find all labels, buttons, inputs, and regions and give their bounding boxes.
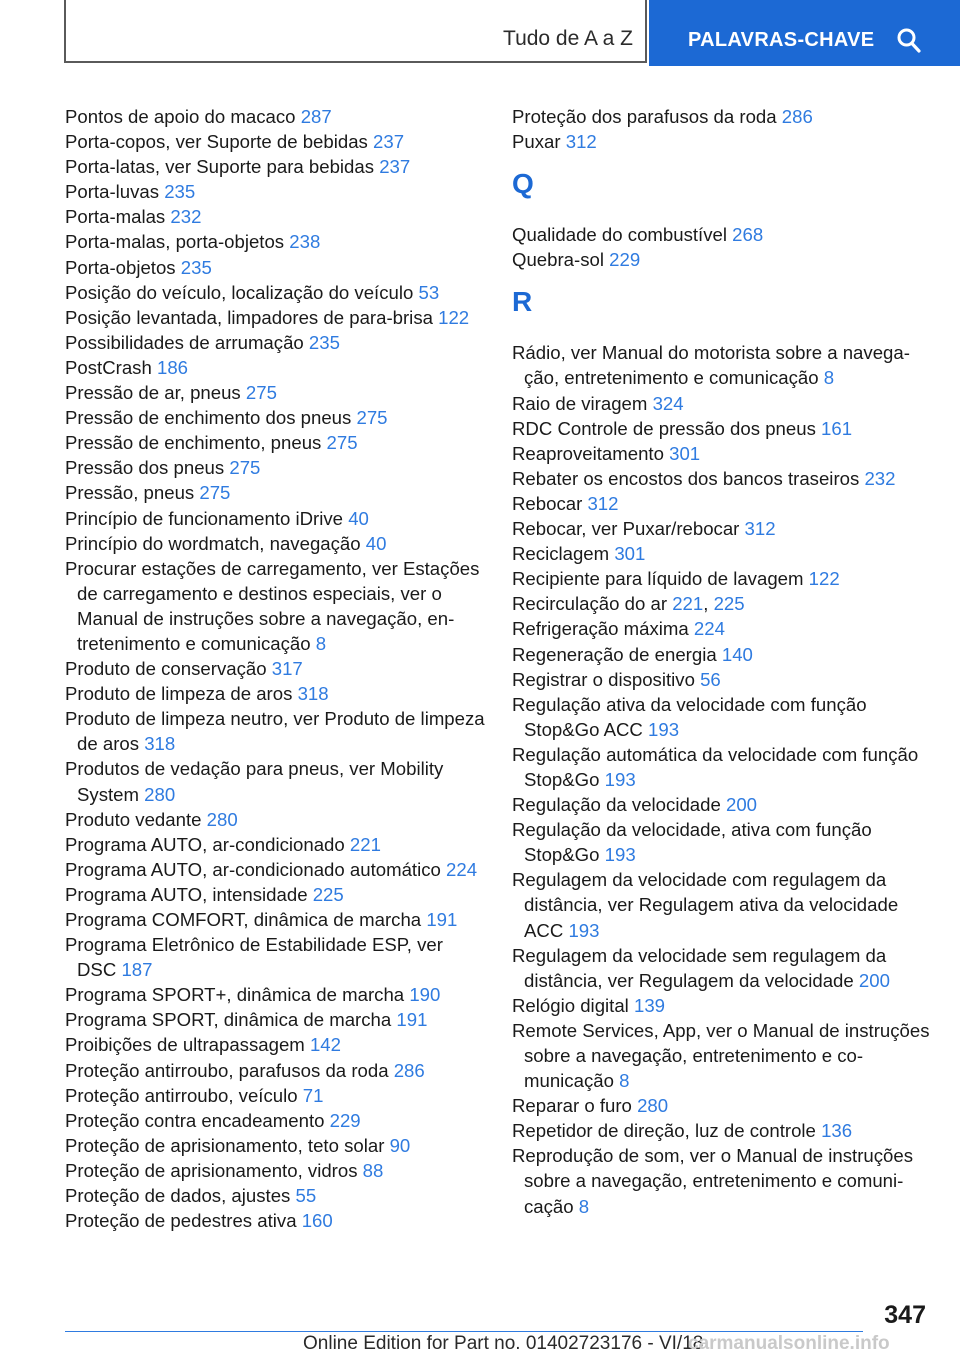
page-link[interactable]: 224 (693, 618, 725, 640)
index-entry-text: Porta-latas, ver Suporte para bebidas (65, 156, 375, 178)
page-link[interactable]: 232 (864, 467, 896, 489)
page-link[interactable]: 312 (565, 131, 597, 153)
index-entry-text: Rebater os encostos dos bancos traseiros (512, 467, 860, 489)
index-entry (65, 330, 485, 355)
index-entry-text: Porta-objetos (65, 256, 176, 278)
index-entry-text: Recirculação do ar (512, 593, 668, 615)
page-number: 347 (884, 1301, 926, 1329)
index-entry (512, 466, 937, 491)
index-entry-text: Registrar o dispositivo (512, 668, 695, 690)
page-link[interactable]: 8 (578, 1195, 590, 1217)
page-link[interactable]: 8 (315, 632, 327, 654)
index-entry (65, 380, 485, 405)
index-entry-text: Programa AUTO, ar-condicionado automático (65, 858, 441, 880)
index-entry (65, 706, 485, 756)
page-link[interactable]: 8 (619, 1070, 630, 1092)
index-entry-text: Posição levantada, limpadores de para-brisa (65, 306, 433, 328)
index-entry (512, 441, 937, 466)
page-link[interactable]: 190 (409, 984, 441, 1006)
index-entry-text: Programa AUTO, intensidade (65, 883, 308, 905)
watermark: carmanualsonline.info (688, 1333, 890, 1354)
index-entry (65, 681, 485, 706)
page-link[interactable]: 136 (821, 1120, 853, 1142)
index-entry-text: Reciclagem (512, 543, 610, 565)
index-entry-text: Programa COMFORT, dinâmica de marcha (65, 909, 422, 930)
index-entry-text: Porta-malas (65, 206, 166, 228)
index-entry (65, 656, 485, 681)
index-entry-text: Programa AUTO, ar-condicionado (65, 833, 345, 855)
page-link[interactable]: 193 (648, 718, 680, 740)
index-entry-text: Rádio, ver Manual do motorista sobre a navegação, entretenimento e comunicação (512, 342, 910, 389)
index-entry-text: Regulação ativa da velocidade com função Stop&Go ACC (512, 693, 867, 740)
page-link[interactable]: 122 (438, 306, 470, 328)
page-link[interactable]: 191 (396, 1009, 428, 1031)
index-entry (512, 391, 937, 416)
page-link[interactable]: 122 (808, 568, 840, 590)
page-link[interactable]: 221 (672, 593, 704, 615)
index-entry-text: Proteção antirroubo, parafusos da roda (65, 1059, 389, 1081)
page-link[interactable]: 139 (633, 994, 666, 1016)
page-link[interactable]: 280 (206, 808, 238, 830)
index-entry-text: Pressão de enchimento dos pneus (65, 407, 352, 429)
index-entry-text: Proteção contra encadeamento (65, 1109, 325, 1131)
index-entry-text: Raio de viragem (512, 392, 648, 414)
index-entry (65, 1208, 485, 1233)
page-link[interactable]: 200 (726, 794, 758, 816)
index-entry (65, 430, 485, 455)
footer-divider (65, 1331, 863, 1332)
index-entry (512, 817, 937, 867)
index-entry (65, 857, 485, 882)
index-entry-text: Repetidor de direção, luz de controle (512, 1120, 816, 1142)
index-entry (512, 222, 937, 247)
index-entry-text: Regulação da velocidade (512, 794, 721, 816)
page-link[interactable]: 8 (823, 367, 835, 389)
page-link[interactable]: 237 (373, 131, 405, 153)
index-entry-text: Possibilidades de arrumação (65, 331, 304, 353)
page-link[interactable]: 88 (362, 1159, 384, 1181)
search-icon[interactable] (896, 27, 922, 55)
page-link[interactable]: 53 (418, 281, 440, 303)
index-entry-text: Regulação automática da velocidade com função Stop&Go (512, 743, 919, 790)
index-entry (65, 405, 485, 430)
index-entry (65, 982, 485, 1007)
page-link[interactable]: 237 (379, 156, 411, 178)
index-entry (512, 516, 937, 541)
index-entry (512, 642, 937, 667)
index-entry (65, 480, 485, 505)
page-link[interactable]: 268 (732, 224, 764, 246)
index-entry-text: Porta-malas, porta-objetos (65, 231, 285, 253)
index-entry (65, 1007, 485, 1032)
tab-keywords[interactable] (649, 0, 960, 66)
index-entry-text: Reparar o furo (512, 1095, 632, 1117)
index-entry (512, 943, 937, 993)
page-link[interactable]: 235 (164, 181, 196, 203)
index-entry (65, 932, 485, 982)
index-entry-text: Rebocar, ver Puxar/rebocar (512, 518, 740, 540)
index-entry (512, 104, 937, 129)
page-link[interactable]: 193 (568, 919, 600, 941)
index-entry-text: Puxar (512, 131, 561, 153)
index-entry (512, 340, 937, 390)
index-entry-text: Porta-copos, ver Suporte de bebidas (65, 131, 368, 153)
index-entry-text: Proteção de pedestres ativa (65, 1210, 297, 1232)
index-entry (65, 280, 485, 305)
index-entry (512, 541, 937, 566)
page-link[interactable]: 55 (295, 1185, 317, 1207)
page-link[interactable]: 229 (329, 1109, 361, 1131)
index-entry (65, 255, 485, 280)
index-entry-text: Remote Services, App, ver o Manual de instruções sobre a navegação, entretenimento e comunicação (512, 1019, 930, 1092)
index-entry-text: Programa Eletrônico de Estabilidade ESP, ver DSC (65, 934, 443, 981)
index-entry (512, 129, 937, 154)
index-entry (512, 867, 937, 942)
index-entry (65, 531, 485, 556)
index-entry (65, 104, 485, 129)
index-entry (512, 616, 937, 641)
index-entry (512, 1143, 937, 1218)
index-entry-text: Produto vedante (65, 808, 202, 830)
index-entry-text: Princípio do wordmatch, navegação (65, 532, 361, 554)
page-link[interactable]: 191 (426, 909, 458, 930)
page-link[interactable]: 186 (156, 356, 189, 378)
edition-note: Online Edition for Part no. 01402723176 - VI/18 (303, 1333, 704, 1354)
index-entry: Recirculação do ar 221, 225 (512, 593, 745, 615)
page-link[interactable]: 40 (348, 507, 369, 529)
index-entry (65, 305, 485, 330)
page-link[interactable]: 275 (245, 382, 277, 404)
index-entry-text: PostCrash (65, 356, 152, 378)
index-entry (512, 692, 937, 742)
page-link[interactable]: 287 (300, 106, 332, 127)
index-entry (65, 1133, 485, 1158)
page-link[interactable]: 200 (858, 969, 890, 991)
page-link[interactable]: 187 (121, 959, 153, 981)
page-link[interactable]: 235 (180, 256, 212, 278)
page-link[interactable]: 275 (199, 482, 231, 504)
index-entry-text: Programa SPORT, dinâmica de marcha (65, 1009, 392, 1031)
index-entry-text: Regulação da velocidade, ativa com função Stop&Go (512, 819, 872, 866)
page-link[interactable]: 193 (604, 844, 636, 866)
index-column-right (512, 104, 937, 1219)
tab-a-to-z-label: Tudo de A a Z (503, 27, 633, 50)
section-letter: R (512, 286, 533, 318)
index-entry-text: Posição do veículo, localização do veículo (65, 281, 414, 303)
page-link[interactable]: 318 (144, 733, 176, 755)
index-entry (512, 491, 937, 516)
index-entry-text: Proteção dos parafusos da roda (512, 106, 777, 127)
index-entry-text: Relógio digital (512, 994, 629, 1016)
index-entry-text: Quebra-sol (512, 249, 604, 271)
index-entry (512, 1093, 937, 1118)
index-entry-text: Proteção de aprisionamento, vidros (65, 1159, 358, 1181)
index-entry (65, 204, 485, 229)
page-link[interactable]: 286 (781, 106, 813, 127)
index-entry-text: Rebocar (512, 492, 583, 514)
index-entry (65, 506, 485, 531)
index-entry (65, 907, 485, 932)
index-entry-text: Regeneração de energia (512, 643, 717, 665)
index-entry (65, 1158, 485, 1183)
tab-keywords-label: PALAVRAS-CHAVE (688, 29, 875, 51)
index-entry (65, 1032, 485, 1057)
index-entry (65, 1108, 485, 1133)
page-link[interactable]: 140 (721, 643, 753, 665)
index-entry (512, 993, 937, 1018)
index-entry-text: Qualidade do combustível (512, 224, 727, 246)
index-entry (65, 1058, 485, 1083)
page-link[interactable]: 40 (365, 532, 387, 554)
index-entry (65, 556, 485, 656)
index-entry-text: Regulagem da velocidade sem regulagem da distância, ver Regulagem da velocidade (512, 944, 887, 991)
index-entry (512, 247, 937, 272)
page-link[interactable]: 235 (308, 331, 340, 353)
page-link[interactable]: 56 (700, 668, 721, 690)
page-link[interactable]: 142 (309, 1034, 341, 1056)
page-link[interactable]: 275 (229, 457, 261, 479)
index-entry-text: Produto de limpeza neutro, ver Produto de limpeza de aros (65, 708, 485, 755)
index-entry (512, 792, 937, 817)
index-entry-text: Procurar estações de carregamento, ver Estações de carregamento e destinos especiais, ver o Manual de instruções sobre a navegação, entretenimento e comunicação (65, 557, 480, 654)
page-link[interactable]: 221 (349, 833, 381, 855)
index-entry-text: Produto de limpeza de aros (65, 683, 293, 705)
index-entry-text: Proteção antirroubo, veículo (65, 1084, 298, 1106)
page-link[interactable]: 301 (669, 442, 701, 464)
index-entry-text: Proteção de dados, ajustes (65, 1185, 291, 1207)
index-entry (65, 154, 485, 179)
page-link[interactable]: 275 (326, 432, 358, 454)
index-entry-text: Pressão de ar, pneus (65, 382, 241, 404)
index-entry-text: Pressão de enchimento, pneus (65, 432, 322, 454)
index-entry-text: Pontos de apoio do macaco (65, 106, 296, 127)
index-entry (65, 179, 485, 204)
tab-a-to-z[interactable] (64, 0, 647, 63)
page-link[interactable]: 317 (271, 658, 303, 680)
page-link[interactable]: 225 (713, 593, 745, 615)
page-link[interactable]: 161 (821, 417, 853, 439)
index-entry-text: Pressão dos pneus (65, 457, 225, 479)
section-letter: Q (512, 168, 534, 200)
index-entry (512, 667, 937, 692)
page-link[interactable]: 238 (289, 231, 321, 253)
index-entry (65, 229, 485, 254)
index-entry (65, 832, 485, 857)
index-entry (65, 355, 485, 380)
index-entry (65, 756, 485, 806)
page-link[interactable]: 324 (652, 392, 684, 414)
page-link[interactable]: 229 (609, 249, 641, 271)
page-link[interactable]: 225 (312, 883, 344, 905)
index-entry-text: Produto de conservação (65, 658, 267, 680)
page-link[interactable]: 71 (302, 1084, 324, 1106)
index-entry-text: Pressão, pneus (65, 482, 195, 504)
index-entry-text: Regulagem da velocidade com regulagem da distância, ver Regulagem ativa da velocidade ACC (512, 869, 899, 941)
index-entry-text: Proteção de aprisionamento, teto solar (65, 1134, 385, 1156)
page-link[interactable]: 312 (744, 518, 776, 540)
page-link[interactable]: 193 (604, 768, 636, 790)
page-link[interactable]: 160 (301, 1210, 333, 1232)
page-link[interactable]: 301 (614, 543, 646, 565)
page-link[interactable]: 232 (170, 206, 202, 228)
index-entry-text: Recipiente para líquido de lavagem (512, 568, 804, 590)
page-link[interactable]: 286 (393, 1059, 425, 1081)
index-entry-text: RDC Controle de pressão dos pneus (512, 417, 816, 439)
index-entry (65, 1083, 485, 1108)
header (0, 0, 960, 66)
page-link[interactable]: 318 (297, 683, 329, 705)
index-entry (512, 1118, 937, 1143)
index-entry (65, 455, 485, 480)
index-entry-text: Reaproveitamento (512, 442, 664, 464)
page-link[interactable]: 280 (144, 783, 176, 805)
index-entry-text: Refrigeração máxima (512, 618, 689, 640)
index-entry-text: Princípio de funcionamento iDrive (65, 507, 344, 529)
index-entry (65, 129, 485, 154)
index-entry (512, 1018, 937, 1093)
index-entry (512, 742, 937, 792)
index-entry-text: Reprodução de som, ver o Manual de instruções sobre a navegação, entretenimento e comunicação (512, 1145, 914, 1217)
index-entry (65, 1183, 485, 1208)
page-link[interactable]: 312 (587, 492, 619, 514)
page-link[interactable]: 224 (446, 858, 478, 880)
page-link[interactable]: 90 (389, 1134, 411, 1156)
index-entry-text: Programa SPORT+, dinâmica de marcha (65, 984, 405, 1006)
index-column-left (65, 104, 485, 1233)
page-link[interactable]: 275 (356, 407, 388, 429)
index-entry (512, 416, 937, 441)
index-entry (65, 882, 485, 907)
index-entry (65, 807, 485, 832)
index-entry-text: Porta-luvas (65, 181, 160, 203)
index-entry-text: Produtos de vedação para pneus, ver Mobility System (65, 758, 444, 805)
page-link[interactable]: 280 (637, 1095, 669, 1117)
index-entry-text: Proibições de ultrapassagem (65, 1034, 305, 1056)
index-entry (512, 566, 937, 591)
